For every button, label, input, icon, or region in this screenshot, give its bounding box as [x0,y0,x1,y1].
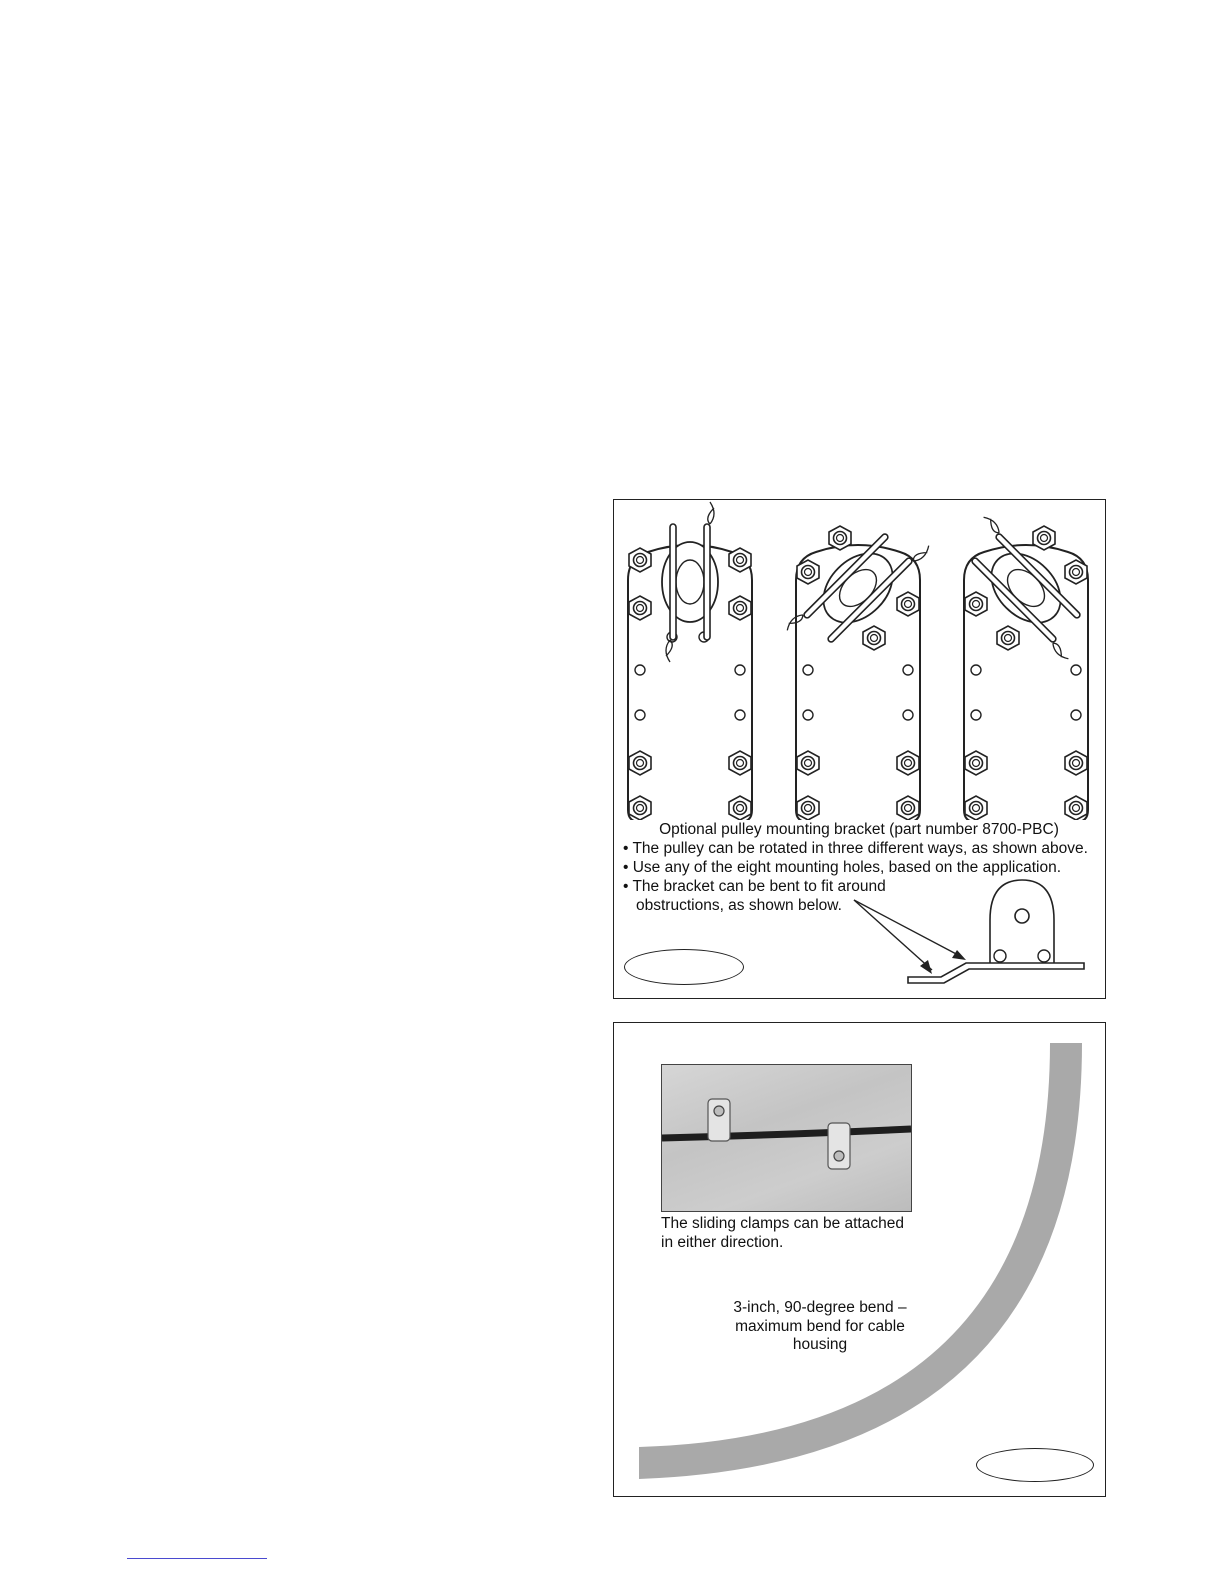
clamps-figure-label [976,1448,1094,1482]
bracket-title: Optional pulley mounting bracket (part number 8700-PBC) [659,821,1059,838]
photo-caption-line-1: The sliding clamps can be attached [661,1215,904,1232]
bracket-figure-label [624,949,744,985]
bend-note-line-2: maximum bend for cable [735,1318,905,1335]
bracket-bullet-2: • Use any of the eight mounting holes, based on the application. [623,859,1061,876]
bend-note-line-1: 3-inch, 90-degree bend – [733,1299,907,1316]
bracket-bullet-3: • The bracket can be bent to fit around [623,878,886,895]
bracket-bullet-3-continuation: obstructions, as shown below. [636,897,842,914]
pulley-bracket-illustrations [614,500,1104,820]
photo-caption-line-2: in either direction. [661,1234,784,1251]
bracket-rotated-left [782,512,935,820]
pulley-bracket-figure [613,499,1106,999]
bracket-vertical [628,502,752,820]
sliding-clamps-figure [613,1022,1106,1497]
sliding-clamps-photo [661,1064,912,1212]
bracket-rotated-right [950,512,1103,820]
footer-link-underline [127,1558,267,1559]
bracket-bullet-1: • The pulley can be rotated in three different ways, as shown above. [623,840,1088,857]
bend-note-line-3: housing [792,1336,848,1353]
